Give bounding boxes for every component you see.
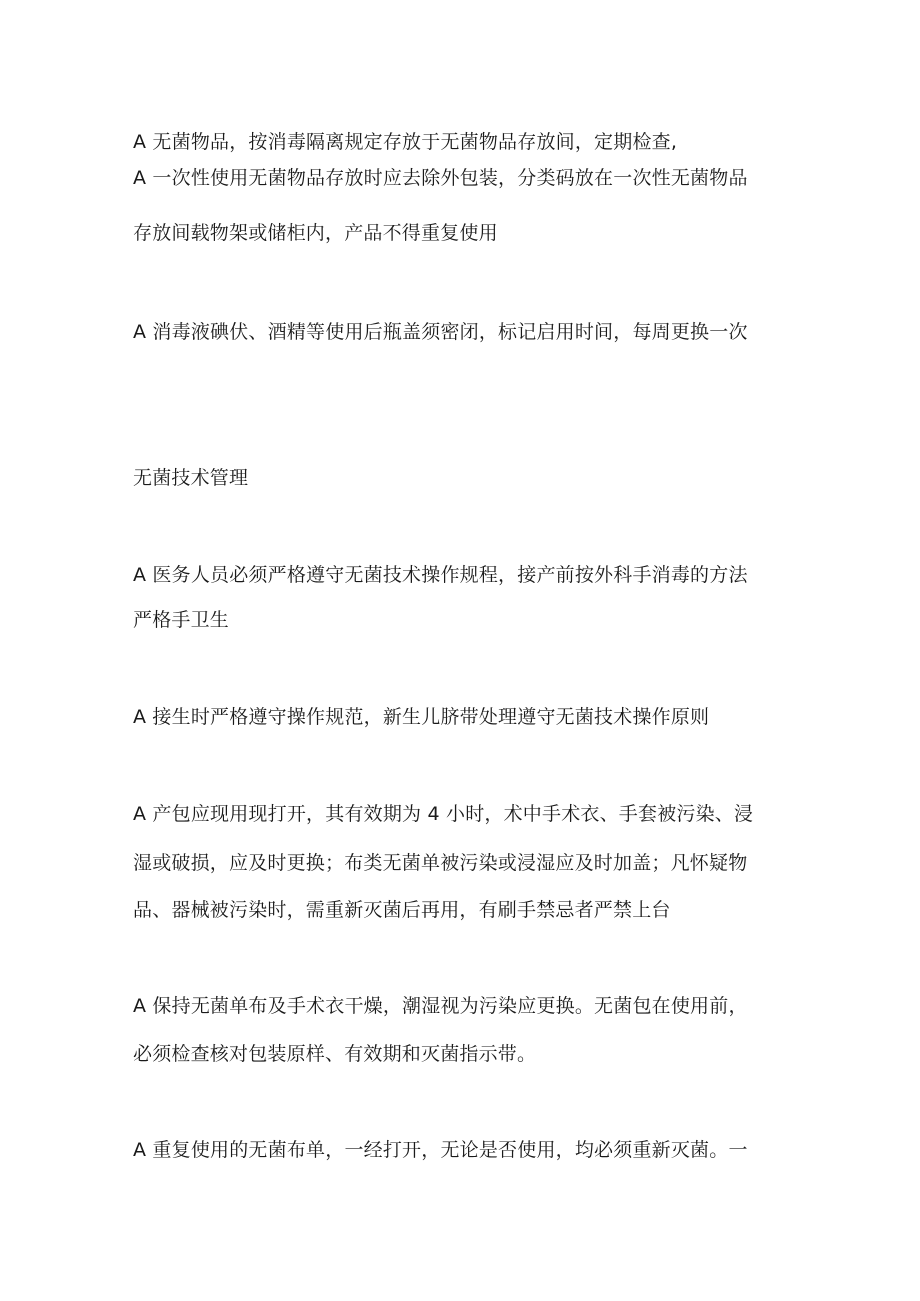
text-line-disinfectant: A 消毒液碘伏、酒精等使用后瓶盖须密闭，标记启用时间，每周更换一次: [133, 321, 748, 343]
text-line-keep-dry-cont: 必须检查核对包装原样、有效期和灭菌指示带。: [133, 1043, 537, 1065]
text-line-medical-staff: A 医务人员必须严格遵守无菌技术操作规程，接产前按外科手消毒的方法: [133, 564, 748, 586]
section-heading-aseptic-technique: 无菌技术管理: [133, 467, 249, 489]
text-line-delivery: A 接生时严格遵守操作规范，新生儿脐带处理遵守无菌技术操作原则: [133, 706, 710, 728]
text-line-delivery-pack: A 产包应现用现打开，其有效期为 4 小时，术中手术衣、手套被污染、浸: [133, 803, 754, 825]
text-line-sterile-items: A 无菌物品，按消毒隔离规定存放于无菌物品存放间，定期检查,: [133, 131, 678, 153]
text-line-medical-staff-cont: 严格手卫生: [133, 609, 230, 631]
text-line-disposable-items: A 一次性使用无菌物品存放时应去除外包装，分类码放在一次性无菌物品: [133, 167, 748, 189]
text-line-keep-dry: A 保持无菌单布及手术衣干燥，潮湿视为污染应更换。无菌包在使用前，: [133, 995, 748, 1017]
text-line-disposable-items-cont: 存放间载物架或储柜内，产品不得重复使用: [133, 222, 498, 244]
text-line-delivery-pack-cont-2: 品、器械被污染时，需重新灭菌后再用，有刷手禁忌者严禁上台: [133, 899, 671, 921]
text-line-reusable-drapes: A 重复使用的无菌布单，一经打开，无论是否使用，均必须重新灭菌。一: [133, 1139, 748, 1161]
text-line-delivery-pack-cont-1: 湿或破损，应及时更换；布类无菌单被污染或浸湿应及时加盖；凡怀疑物: [133, 852, 748, 874]
